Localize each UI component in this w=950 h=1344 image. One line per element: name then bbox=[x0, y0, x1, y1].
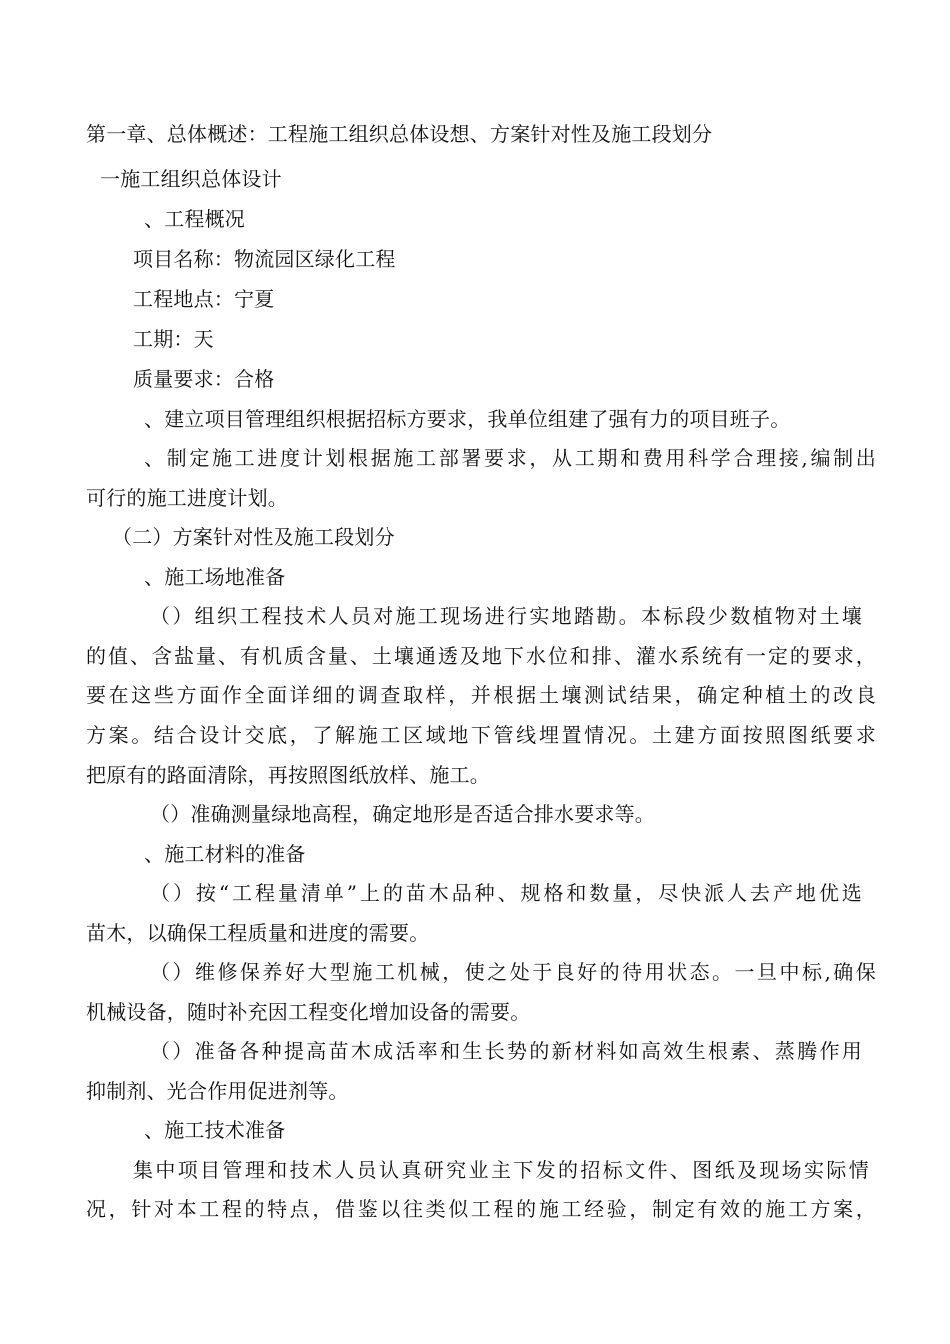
site-paragraph-1-line-2: 的值、含盐量、有机质含量、土壤通透及地下水位和排、灌水系统有一定的要求， bbox=[86, 644, 876, 668]
project-location-line: 工程地点：宁夏 bbox=[133, 287, 275, 311]
item-schedule-line-2: 可行的施工进度计划。 bbox=[86, 486, 288, 510]
material-paragraph-1-line-1: （）按“工程量清单”上的苗木品种、规格和数量，尽快派人去产地优选 bbox=[150, 881, 862, 905]
material-paragraph-3-line-1: （）准备各种提高苗木成活率和生长势的新材料如高效生根素、蒸腾作用 bbox=[150, 1039, 862, 1063]
item-organization: 、建立项目管理组织根据招标方要求，我单位组建了强有力的项目班子。 bbox=[144, 407, 791, 431]
material-paragraph-1-line-2: 苗木，以确保工程质量和进度的需要。 bbox=[86, 921, 430, 945]
site-paragraph-1-line-4: 方案。结合设计交底，了解施工区域地下管线埋置情况。土建方面按照图纸要求 bbox=[86, 723, 876, 747]
subheading-overview: 、工程概况 bbox=[144, 207, 245, 231]
site-paragraph-1-line-3: 要在这些方面作全面详细的调查取样，并根据土壤测试结果，确定种植土的改良 bbox=[86, 683, 876, 707]
quality-line: 质量要求：合格 bbox=[133, 367, 275, 391]
site-paragraph-1-line-1: （）组织工程技术人员对施工现场进行实地踏勘。本标段少数植物对土壤 bbox=[150, 604, 862, 628]
technical-paragraph-line-1: 集中项目管理和技术人员认真研究业主下发的招标文件、图纸及现场实际情 bbox=[133, 1158, 869, 1182]
duration-line: 工期：天 bbox=[133, 327, 214, 351]
technical-paragraph-line-2: 况，针对本工程的特点，借鉴以往类似工程的施工经验，制定有效的施工方案， bbox=[86, 1197, 876, 1221]
subheading-material: 、施工材料的准备 bbox=[144, 842, 306, 866]
site-paragraph-1-line-5: 把原有的路面清除，再按照图纸放样、施工。 bbox=[86, 763, 490, 787]
material-paragraph-2-line-1: （）维修保养好大型施工机械，使之处于良好的待用状态。一旦中标,确保 bbox=[150, 960, 876, 984]
subheading-technical: 、施工技术准备 bbox=[144, 1118, 286, 1142]
section-heading-2: （二）方案针对性及施工段划分 bbox=[112, 525, 395, 549]
material-paragraph-3-line-2: 抑制剂、光合作用促进剂等。 bbox=[86, 1079, 349, 1103]
site-paragraph-2: （）准确测量绿地高程，确定地形是否适合排水要求等。 bbox=[150, 802, 655, 826]
subheading-site: 、施工场地准备 bbox=[144, 565, 286, 589]
section-heading-1: 一施工组织总体设计 bbox=[100, 167, 282, 191]
chapter-title: 第一章、总体概述：工程施工组织总体设想、方案针对性及施工段划分 bbox=[86, 122, 713, 146]
project-name-line: 项目名称：物流园区绿化工程 bbox=[133, 247, 396, 271]
item-schedule-line-1: 、制定施工进度计划根据施工部署要求，从工期和费用科学合理接,编制出 bbox=[144, 446, 876, 470]
material-paragraph-2-line-2: 机械设备，随时补充因工程变化增加设备的需要。 bbox=[86, 1000, 531, 1024]
